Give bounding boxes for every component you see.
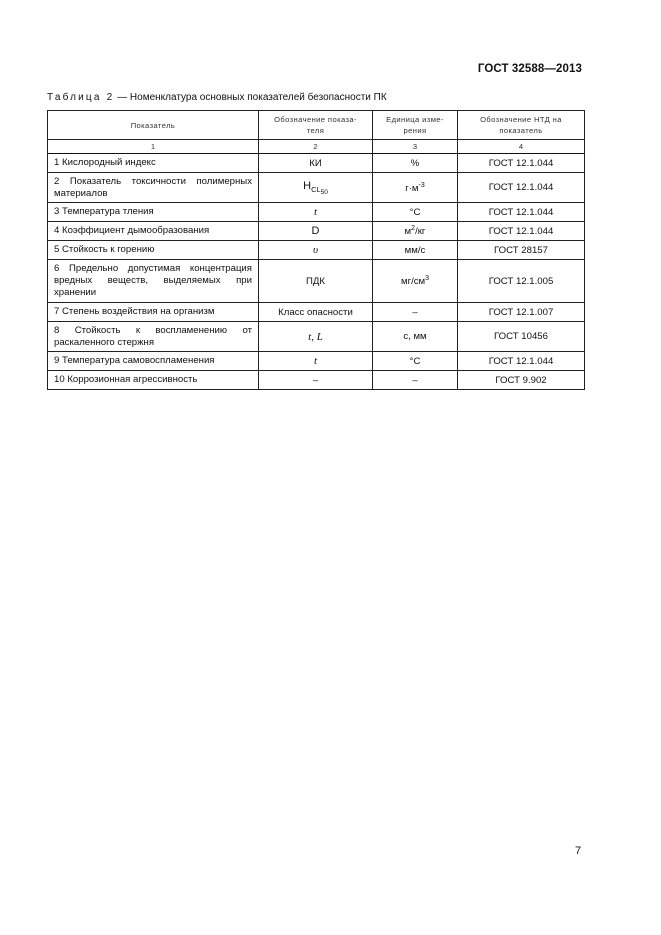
indicator-ntd: ГОСТ 9.902 [458,371,585,390]
indicator-name: 7 Степень воздействия на организм [48,303,259,322]
header-ntd [458,111,585,140]
indicator-ntd: ГОСТ 28157 [458,241,585,260]
indicator-name: 9 Температура самовоспламенения [48,352,259,371]
column-number-row [48,140,585,154]
indicator-symbol: КИ [259,154,373,173]
indicator-name: 10 Коррозионная агрессивность [48,371,259,390]
table-header-row [48,111,585,140]
header-symbol [259,111,373,140]
column-number: 2 [259,140,373,154]
header-unit-text: Единица изме- рения [386,115,444,135]
header-indicator: Показатель [48,111,259,140]
header-unit [373,111,458,140]
indicator-ntd: ГОСТ 12.1.044 [458,222,585,241]
table-row [48,241,585,260]
indicator-unit: °С [373,352,458,371]
table-caption-text: — Номенклатура основных показателей безопасности ПК [114,92,387,103]
indicator-ntd: ГОСТ 12.1.007 [458,303,585,322]
page-number: 7 [575,845,582,857]
table-row [48,303,585,322]
indicator-symbol: t [259,352,373,371]
indicator-unit: с, мм [373,322,458,352]
unit-superscript: -3 [418,181,425,189]
table-caption-label: Таблица 2 [47,92,115,103]
indicator-unit: мм/с [373,241,458,260]
indicator-name: 5 Стойкость к горению [48,241,259,260]
indicator-symbol: Класс опасности [259,303,373,322]
indicator-ntd: ГОСТ 12.1.044 [458,173,585,203]
indicator-unit: – [373,371,458,390]
symbol-base: H [303,179,312,192]
table-row [48,154,585,173]
column-number: 3 [373,140,458,154]
indicator-unit [373,173,458,203]
indicator-symbol: D [259,222,373,241]
indicator-symbol: υ [259,241,373,260]
unit-superscript: 3 [425,275,430,282]
table-row [48,173,585,203]
table-row [48,352,585,371]
indicator-symbol [259,173,373,203]
indicator-ntd: ГОСТ 12.1.005 [458,260,585,303]
table-row [48,322,585,352]
symbol-subscript-text: CL [311,184,321,194]
table-row [48,203,585,222]
indicator-name: 3 Температура тления [48,203,259,222]
symbol-subscript-2: 50 [320,188,328,196]
indicator-symbol: t, L [259,322,373,352]
indicator-unit [373,222,458,241]
unit-base: г·м [405,182,419,194]
indicator-name: 1 Кислородный индекс [48,154,259,173]
symbol-subscript [311,185,328,194]
indicator-unit [373,260,458,303]
standard-code: ГОСТ 32588—2013 [477,63,582,75]
unit-tail: /кг [415,226,426,237]
unit-base: мг/см [400,276,426,287]
indicator-name: 6 Предельно допустимая концентрация вредных веществ, выделяемых при хранении [48,260,259,303]
header-ntd-text: Обозначение НТД на показатель [480,115,562,135]
unit-superscript: 2 [411,225,416,232]
indicator-name: 8 Стойкость к воспламенению от раскаленного стержня [48,322,259,352]
indicator-ntd: ГОСТ 12.1.044 [458,154,585,173]
indicator-ntd: ГОСТ 12.1.044 [458,352,585,371]
indicator-symbol: ПДК [259,260,373,303]
table-row [48,371,585,390]
column-number: 1 [48,140,259,154]
column-number: 4 [458,140,585,154]
indicator-ntd: ГОСТ 12.1.044 [458,203,585,222]
indicator-unit: – [373,303,458,322]
indicator-unit: % [373,154,458,173]
table-caption [47,92,387,103]
header-symbol-text: Обозначение показа- теля [274,115,357,135]
table-row [48,222,585,241]
indicator-name: 2 Показатель токсичности полимерных материалов [48,173,259,203]
table-row [48,260,585,303]
indicator-name: 4 Коэффициент дымообразования [48,222,259,241]
indicator-symbol: – [259,371,373,390]
indicator-ntd: ГОСТ 10456 [458,322,585,352]
indicator-unit: °С [373,203,458,222]
unit-base: м [404,226,412,237]
safety-indicators-table [47,110,585,390]
indicator-symbol: t [259,203,373,222]
